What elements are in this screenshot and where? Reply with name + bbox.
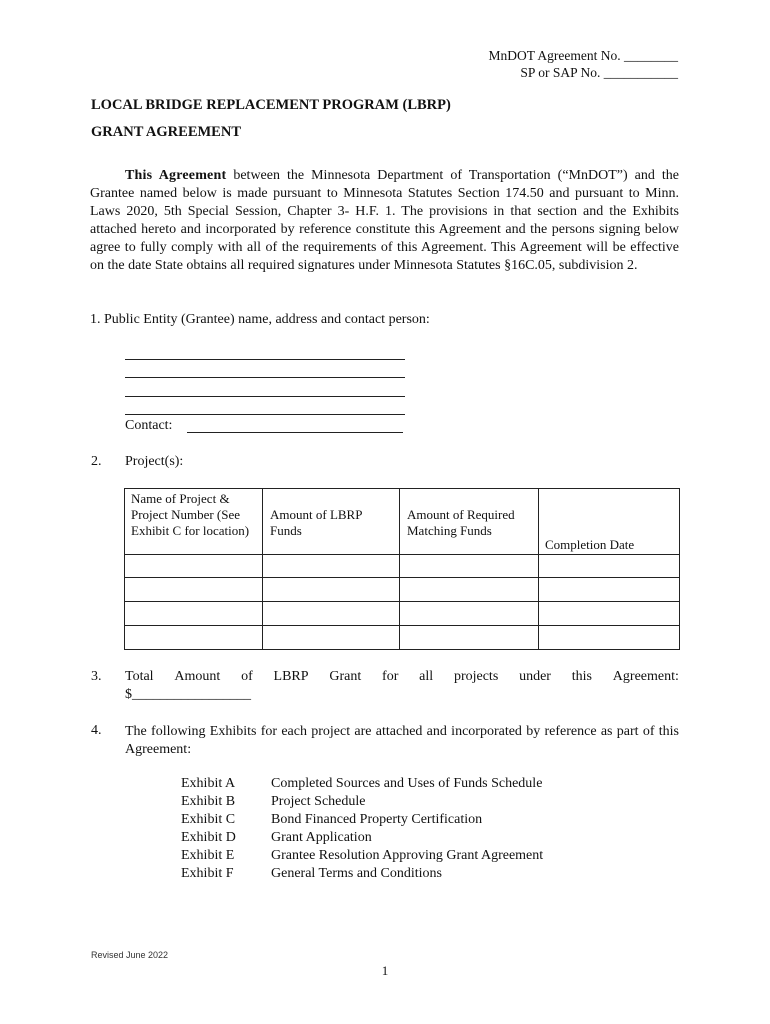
table-cell[interactable] [400, 555, 539, 578]
section-3-text: Total Amount of LBRP Grant for all projects under this Agreement: [125, 669, 679, 684]
table-cell[interactable] [263, 626, 400, 650]
exhibit-label: Exhibit C [181, 812, 236, 827]
table-cell[interactable] [400, 578, 539, 602]
table-cell[interactable] [263, 578, 400, 602]
section-3-number: 3. [91, 669, 102, 684]
table-header-row [125, 489, 680, 555]
exhibit-label: Exhibit B [181, 794, 236, 809]
table-row [125, 555, 680, 578]
header-cell: Amount of LBRP Funds [263, 489, 400, 555]
header-cell: Name of Project & Project Number (See Exhibit C for location) [125, 489, 263, 555]
intro-text: between the Minnesota Department of Transportation (“MnDOT”) and the Grantee named below is made pursuant to Minnesota Statutes Section 174.50 and pursuant to Minn. Laws 2020, 5th Special Session, Chapter 3- H.F. 1. The provisions in that section and the Exhibits attached hereto and incorporated by reference constitute this Agreement and the persons signing below agree to fully comply with all of the requirements of this Agreement. This Agreement will be effective on the date State obtains all required signatures under Minnesota Statutes §16C.05, subdivision 2. [90, 168, 679, 273]
table-cell[interactable] [539, 555, 680, 578]
table-cell[interactable] [400, 626, 539, 650]
exhibit-label: Exhibit F [181, 866, 234, 881]
intro-paragraph [90, 167, 679, 275]
exhibit-description: Grant Application [271, 830, 372, 845]
table-cell[interactable] [125, 578, 263, 602]
exhibit-description: Bond Financed Property Certification [271, 812, 483, 827]
table-cell[interactable] [125, 626, 263, 650]
table-cell[interactable] [539, 578, 680, 602]
program-title: LOCAL BRIDGE REPLACEMENT PROGRAM (LBRP) [91, 97, 451, 113]
section-4-text: The following Exhibits for each project are attached and incorporated by reference as part of this Agreement: [125, 724, 679, 757]
exhibit-label: Exhibit E [181, 848, 235, 863]
table-cell[interactable] [125, 555, 263, 578]
projects-table [124, 488, 680, 650]
table-row [125, 578, 680, 602]
section-2-number: 2. [91, 454, 102, 469]
table-cell[interactable] [539, 602, 680, 626]
exhibit-description: General Terms and Conditions [271, 866, 443, 881]
grantee-line-3[interactable] [125, 396, 405, 397]
section-2-label: Project(s): [125, 454, 184, 469]
table-cell[interactable] [125, 602, 263, 626]
table-row [125, 626, 680, 650]
grantee-line-2[interactable] [125, 377, 405, 378]
exhibit-label: Exhibit D [181, 830, 236, 845]
header-cell: Amount of Required Matching Funds [400, 489, 539, 555]
sp-sap-number: SP or SAP No. ___________ [520, 65, 678, 80]
table-cell[interactable] [400, 602, 539, 626]
grantee-line-4[interactable] [125, 414, 405, 415]
table-cell[interactable] [539, 626, 680, 650]
exhibit-labels [181, 775, 261, 883]
contact-line[interactable] [187, 432, 403, 433]
document-title: GRANT AGREEMENT [91, 124, 241, 140]
exhibit-description: Project Schedule [271, 794, 366, 809]
exhibit-description: Completed Sources and Uses of Funds Schedule [271, 776, 543, 791]
header-cell: Completion Date [539, 489, 680, 555]
table-cell[interactable] [263, 602, 400, 626]
agreement-number: MnDOT Agreement No. ________ [488, 48, 678, 63]
intro-bold-lead: This Agreement [125, 168, 227, 183]
section-1-label: 1. Public Entity (Grantee) name, address and contact person: [90, 312, 430, 327]
revision-date: Revised June 2022 [91, 950, 169, 960]
grantee-line-1[interactable] [125, 359, 405, 360]
exhibit-description: Grantee Resolution Approving Grant Agreement [271, 848, 544, 863]
section-4-number: 4. [91, 723, 102, 738]
table-cell[interactable] [263, 555, 400, 578]
page-number: 1 [381, 963, 389, 978]
exhibit-descriptions [271, 775, 671, 883]
exhibit-label: Exhibit A [181, 776, 236, 791]
table-row [125, 602, 680, 626]
contact-label: Contact: [125, 418, 173, 433]
grant-amount-field[interactable]: $_________________ [125, 687, 251, 702]
